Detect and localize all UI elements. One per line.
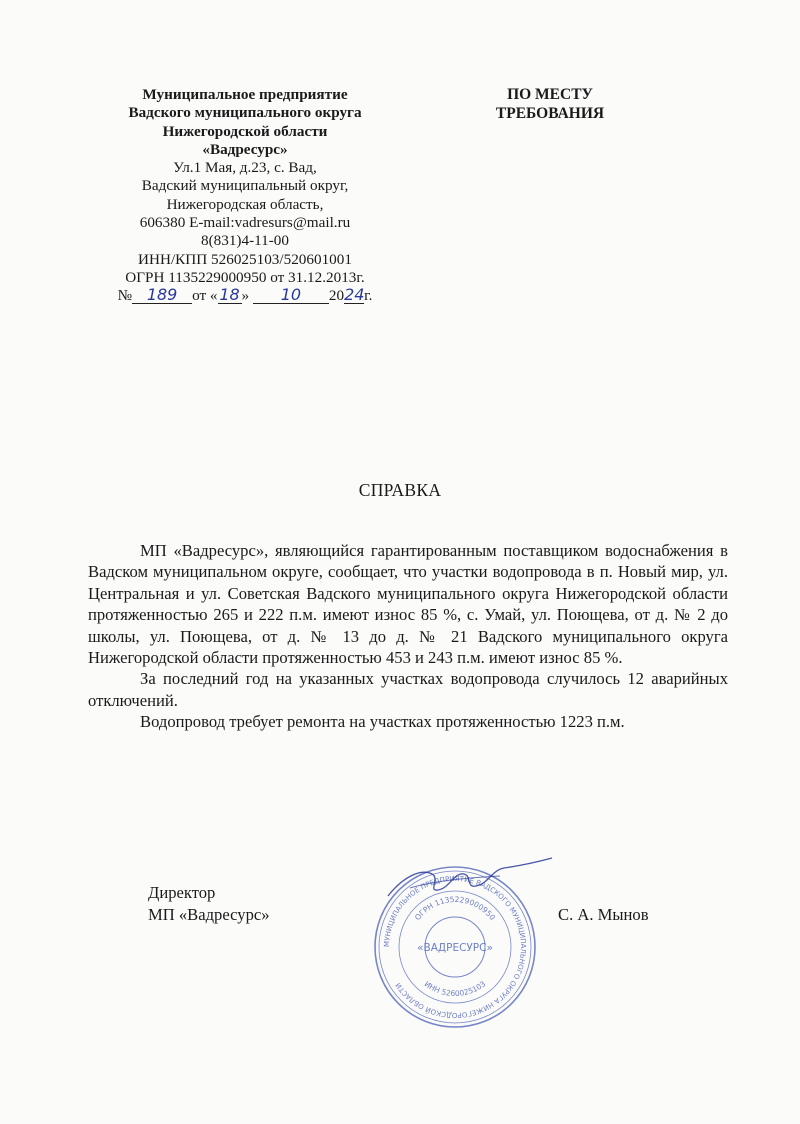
org-name-line-4: «Вадресурс» xyxy=(202,140,288,158)
handwritten-signature xyxy=(380,848,560,918)
body-paragraph-3: Водопровод требует ремонта на участках протяженностью 1223 п.м. xyxy=(140,712,625,732)
address-line-4: 606380 E-mail:vadresurs@mail.ru xyxy=(139,214,351,232)
signature-icon xyxy=(380,848,560,918)
stamp-ring-text: МУНИЦИПАЛЬНОЕ ПРЕДПРИЯТИЕ ВАДСКОГО МУНИЦИПАЛЬНОГО ОКРУГА НИЖЕГОРОДСКОЙ ОБЛАСТИ xyxy=(382,874,528,1020)
inn-kpp: ИНН/КПП 526025103/520601001 xyxy=(138,250,352,268)
date-suffix: г. xyxy=(364,287,373,305)
signatory-role xyxy=(148,882,270,926)
ogrn: ОГРН 1135229000950 от 31.12.2013г. xyxy=(125,268,365,286)
recipient-line-1: ПО МЕСТУ xyxy=(507,86,593,103)
date-from: от « xyxy=(192,287,218,305)
svg-text:ИНН 5260025103 xyxy=(423,979,488,998)
org-name-line-2: Вадского муниципального округа xyxy=(128,104,362,122)
org-name-line-3: Нижегородской области xyxy=(162,122,328,140)
year-field xyxy=(344,285,365,305)
document-body xyxy=(88,540,728,733)
signatory-name: С. А. Мынов xyxy=(558,905,649,924)
signatory-org: МП «Вадресурс» xyxy=(148,905,270,924)
sender-block xyxy=(100,86,390,306)
stamp-center-text: «ВАДРЕСУРС» xyxy=(417,942,493,954)
body-paragraph-1: МП «Вадресурс», являющийся гарантированным поставщиком водоснабжения в Вадском муниципальном округе, сообщает, что участки водопровода в п. Новый мир, ул. Центральная и ул. Советская Вадского муниципального округа Нижегородской области протяженностью 265 и 222 п.м. имеют износ 85 %, с. Умай, ул. Поющева, от д. № 2 до школы, ул. Поющева, от д. № 13 до д. № 21 Вадского муниципального округа Нижегородской области протяженностью 453 и 243 п.м. имеют износ 85 %. xyxy=(88,541,728,668)
handwritten-day: 18 xyxy=(219,285,240,305)
month-field xyxy=(253,285,329,305)
recipient-block xyxy=(470,86,630,123)
handwritten-number: 189 xyxy=(146,285,178,305)
number-field xyxy=(132,285,192,305)
outgoing-number-line xyxy=(100,287,390,305)
body-paragraph-2: За последний год на указанных участках водопровода случилось 12 аварийных отключений. xyxy=(88,669,728,710)
handwritten-month: 10 xyxy=(280,285,302,305)
year-prefix: 20 xyxy=(328,287,345,305)
number-prefix: № xyxy=(117,287,133,305)
date-quote: » xyxy=(241,287,250,305)
recipient-line-2: ТРЕБОВАНИЯ xyxy=(495,104,605,122)
address-line-1: Ул.1 Мая, д.23, с. Вад, xyxy=(173,159,317,177)
stamp-ogrn: ОГРН 1135229000950 xyxy=(412,894,498,922)
document-title: СПРАВКА xyxy=(358,480,442,500)
phone: 8(831)4-11-00 xyxy=(200,232,289,250)
signatory-title: Директор xyxy=(148,883,216,902)
day-field xyxy=(218,285,242,305)
org-name-line-1: Муниципальное предприятие xyxy=(142,86,348,103)
handwritten-year: 24 xyxy=(344,285,365,305)
stamp-inn: ИНН 5260025103 xyxy=(422,979,488,999)
address-line-3: Нижегородская область, xyxy=(166,195,324,213)
address-line-2: Вадский муниципальный округ, xyxy=(141,177,349,195)
